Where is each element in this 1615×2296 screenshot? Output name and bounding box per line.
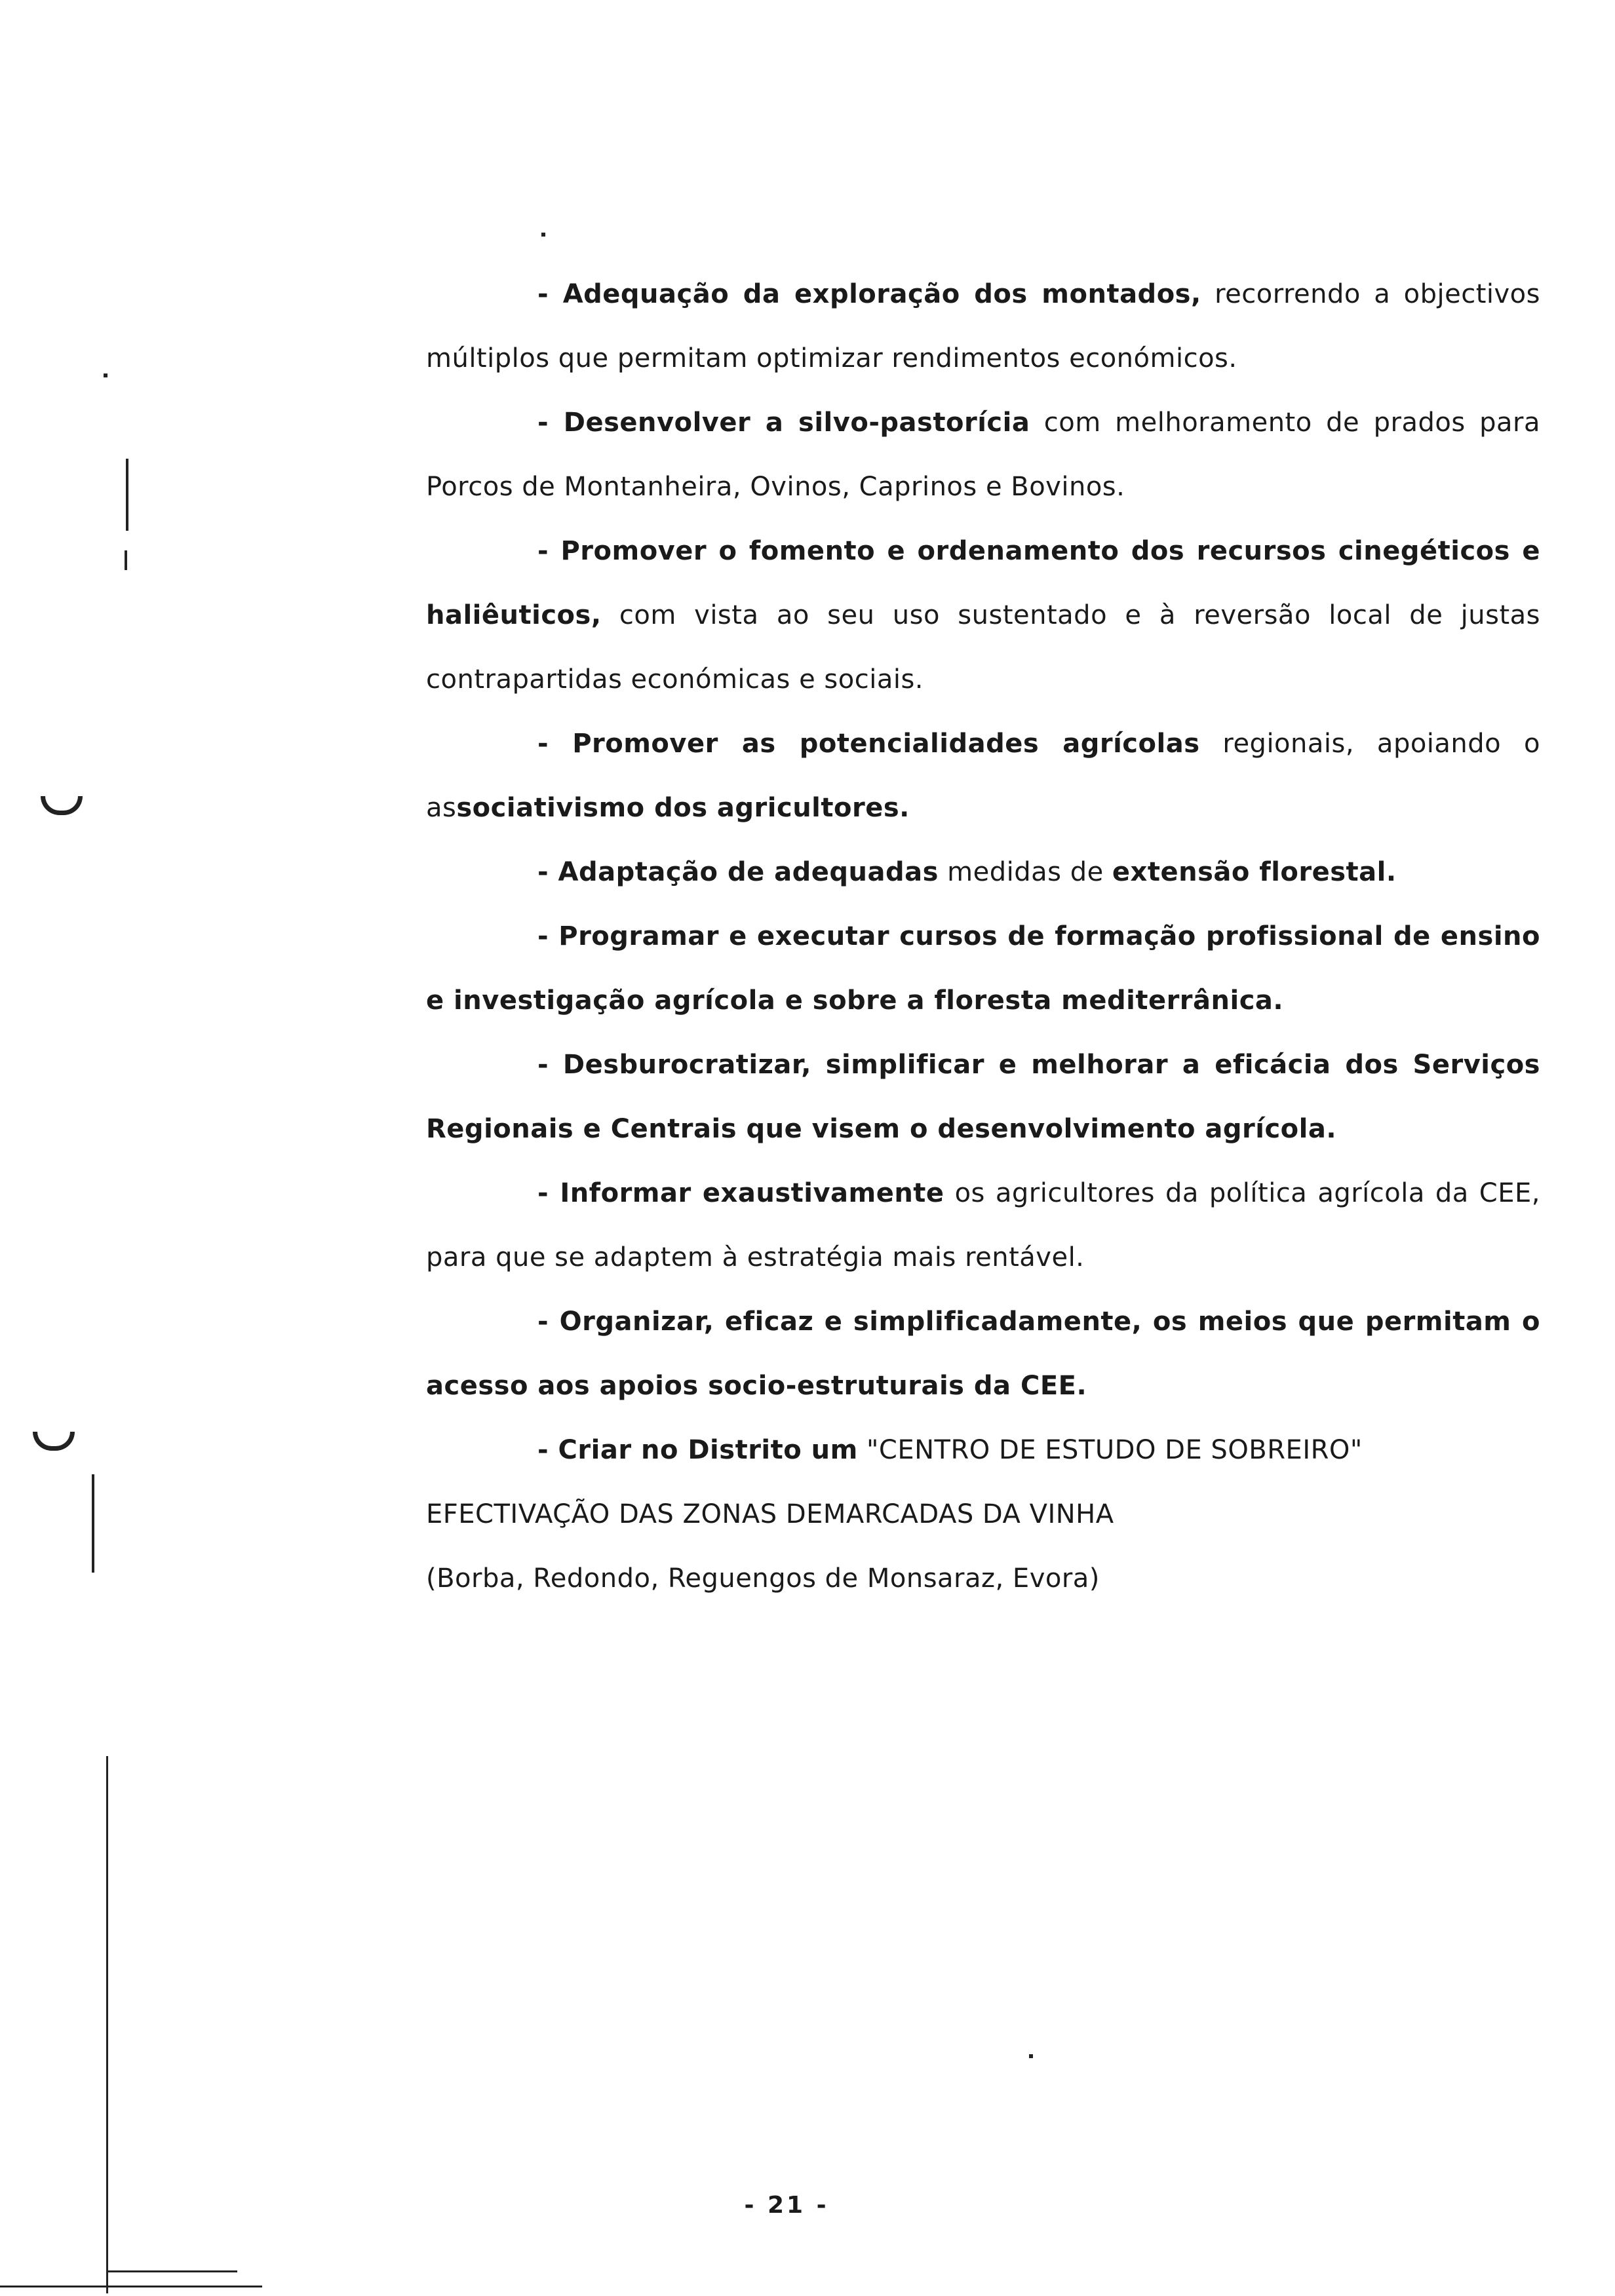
section-heading: EFECTIVAÇÃO DAS ZONAS DEMARCADAS DA VINHA	[426, 1499, 1114, 1529]
page-number: - 21 -	[744, 2192, 829, 2219]
paragraph-organizar	[426, 1290, 1540, 1418]
scan-mark	[126, 459, 128, 531]
paragraph-centro-estudo	[426, 1418, 1540, 1482]
paragraph-cinegeticos	[426, 519, 1540, 712]
text-run: - Desburocratizar, simplificar e melhorar a eficácia dos Serviços Regionais e Centrais que visem o desenvolvimento agrícola.	[426, 1050, 1540, 1144]
text-run: - Informar exaustivamente	[537, 1178, 944, 1208]
text-run: medidas de	[938, 857, 1112, 887]
scan-dot	[541, 233, 545, 237]
text-run: - Adaptação de adequadas	[537, 857, 939, 887]
text-run: - Programar e executar cursos de formação profissional de ensino e investigação agrícola e sobre a floresta mediterrânica.	[426, 921, 1540, 1016]
text-run: - Promover as potencialidades agrícolas	[537, 729, 1200, 759]
text-run: sociativismo dos agricultores.	[456, 793, 910, 823]
text-run: extensão florestal.	[1112, 857, 1397, 887]
scan-mark	[106, 2270, 237, 2272]
scan-mark	[0, 2286, 262, 2287]
paragraph-extensao-florestal	[426, 840, 1540, 904]
paragraph-informar	[426, 1161, 1540, 1290]
scan-mark	[125, 550, 127, 570]
text-run: - Adequação da exploração dos montados,	[537, 279, 1201, 309]
scan-dot	[1029, 2054, 1033, 2058]
text-run: - Desenvolver a silvo-pastorícia	[537, 408, 1030, 438]
scan-mark	[92, 1474, 94, 1573]
text-run: "CENTRO DE ESTUDO DE SOBREIRO"	[857, 1435, 1363, 1465]
text-run: - Organizar, eficaz e simplificadamente, os meios que permitam o acesso aos apoios socio-estruturais da CEE.	[426, 1307, 1540, 1401]
document-body	[426, 262, 1540, 1611]
text-run: regionais, apoiando o as	[426, 729, 1540, 823]
paragraph-formacao	[426, 904, 1540, 1033]
text-run: os agricultores da política agrícola da CEE, para que se adaptem à estratégia mais rentável.	[426, 1178, 1540, 1272]
paragraph-silvo-pastoricia	[426, 391, 1540, 519]
paragraph-montados	[426, 262, 1540, 391]
text-run: com melhoramento de prados para Porcos de Montanheira, Ovinos, Caprinos e Bovinos.	[426, 408, 1540, 502]
text-run: recorrendo a objectivos múltiplos que permitam optimizar rendimentos económicos.	[426, 279, 1540, 373]
text-run: - Criar no Distrito um	[537, 1435, 858, 1465]
text-run: - Promover o fomento e ordenamento dos recursos cinegéticos e haliêuticos,	[426, 536, 1540, 630]
paragraph-potencialidades	[426, 712, 1540, 840]
binding-hole-mark	[41, 796, 83, 815]
paragraph-desburocratizar	[426, 1033, 1540, 1161]
places-list: (Borba, Redondo, Reguengos de Monsaraz, Evora)	[426, 1563, 1100, 1594]
text-run: com vista ao seu uso sustentado e à reversão local de justas contrapartidas económicas e sociais.	[426, 600, 1540, 695]
scan-mark	[106, 1756, 108, 2293]
scan-dot	[104, 373, 107, 377]
binding-hole-mark	[33, 1432, 75, 1451]
